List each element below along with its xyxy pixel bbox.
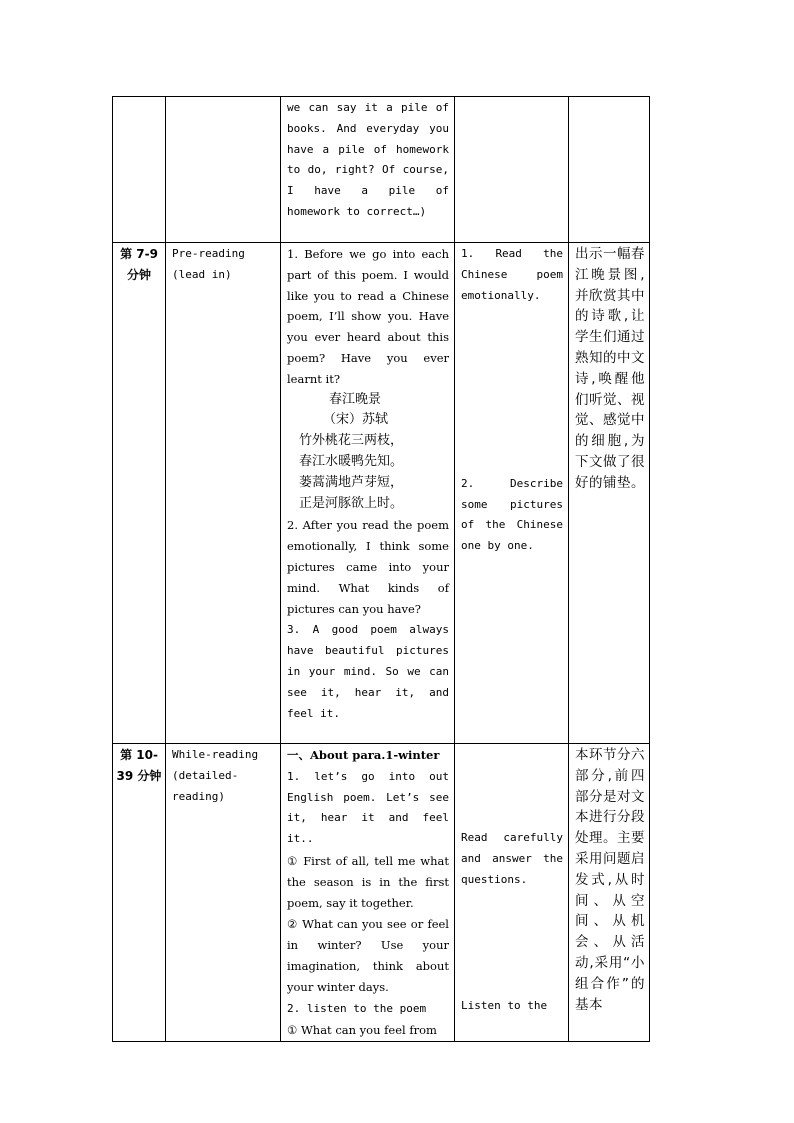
poem-title: 春江晚景 (329, 391, 382, 407)
teacher-item-2: 2. listen to the poem (287, 1001, 427, 1015)
teacher-item-1b: ② What can you see or feel in winter? Use your imagination, think about your winter days. (287, 917, 449, 994)
student-activity-cell (455, 243, 569, 744)
teacher-activity-cell (281, 744, 455, 1042)
poem-line: 蒌蒿满地芦芽短， (299, 474, 404, 490)
student-activity-cell (455, 97, 569, 243)
teacher-question-2: 2. After you read the poem emotionally, I think some pictures came into your mind. What kinds of pictures can you have? (287, 518, 449, 616)
student-activity-1: 1. Read the Chinese poem emotionally. (461, 247, 563, 302)
stage-cell (166, 97, 281, 243)
student-activity-2: 2. Describe some pictures of the Chinese one by one. (461, 476, 563, 553)
poem-line: 竹外桃花三两枝， (299, 433, 404, 449)
teacher-intro: 1. Before we go into each part of this poem. I would like you to read a Chinese poem, I’ll show you. Have you ever heard about this poem? Have you ever learnt it? (287, 247, 449, 386)
section-title: 一、About para.1-winter (287, 748, 440, 762)
teacher-question-3: 3. A good poem always have beautiful pictures in your mind. So we can see it, hear it, and feel it. (287, 623, 449, 720)
table-row (113, 97, 650, 243)
teacher-activity-cell (281, 97, 455, 243)
time-cell: 第 7-9 分钟 (113, 243, 166, 744)
teacher-item-2a: ① What can you feel from (287, 1023, 437, 1038)
student-activity-cell (455, 744, 569, 1042)
teacher-text: we can say it a pile of books. And everyday you have a pile of homework to do, right? Of course, I have a pile of homework to correct…) (287, 101, 449, 218)
purpose-cell (569, 744, 650, 1042)
student-activity-1: Read carefully and answer the questions. (461, 831, 563, 886)
student-activity-2: Listen to the (461, 998, 548, 1012)
poem-line: 春江水暖鸭先知。 (299, 453, 404, 469)
time-cell (113, 97, 166, 243)
stage-cell: While-reading (detailed-reading) (166, 744, 281, 1042)
table-row (113, 744, 650, 1042)
purpose-cell (569, 97, 650, 243)
teacher-activity-cell (281, 243, 455, 744)
purpose-text: 本环节分六部分,前四部分是对文本进行分段处理。主要采用问题启发式,从时间、从空间、从机会、从活动,采用“小组合作”的基本 (575, 747, 645, 1013)
purpose-text: 出示一幅春江晚景图,并欣赏其中的诗歌,让学生们通过熟知的中文诗,唤醒他们听觉、视觉、感觉中的细胞,为下文做了很好的铺垫。 (575, 246, 645, 491)
chinese-poem (281, 390, 454, 515)
table-row (113, 243, 650, 744)
poem-line: 正是河豚欲上时。 (299, 495, 404, 511)
poem-author: （宋）苏轼 (323, 412, 389, 428)
lesson-plan-table (112, 96, 650, 1042)
teacher-item-1a: ① First of all, tell me what the season is in the first poem, say it together. (287, 853, 449, 910)
teacher-item-1: 1. let’s go into out English poem. Let’s see it, hear it and feel it.. (287, 769, 449, 846)
purpose-cell (569, 243, 650, 744)
stage-cell: Pre-reading (lead in) (166, 243, 281, 744)
time-cell: 第 10-39 分钟 (113, 744, 166, 1042)
